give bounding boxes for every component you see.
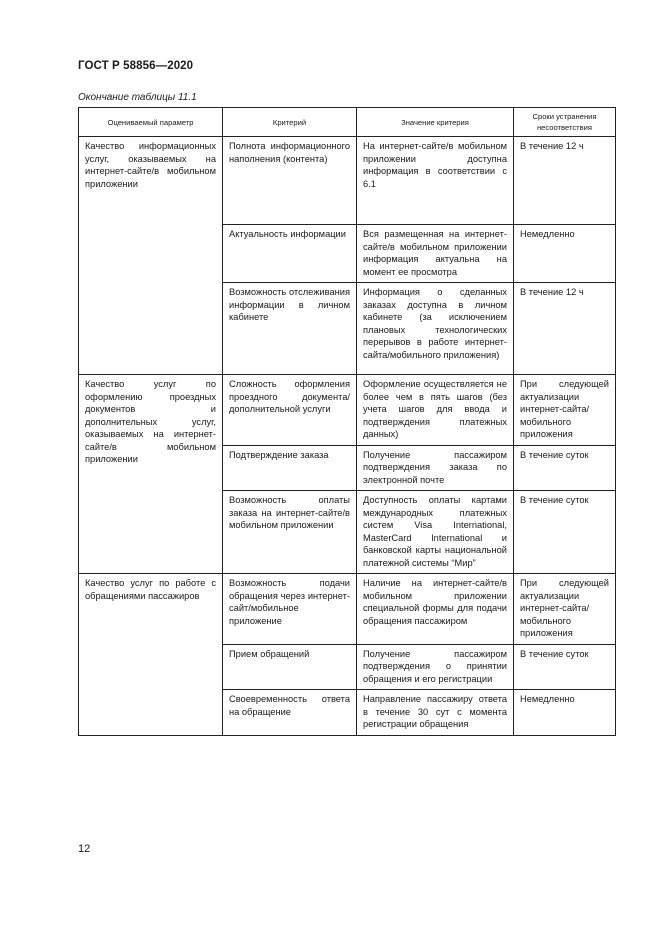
deadline-cell: При следующей актуализации интернет-сайта/мобильного приложения [514, 375, 616, 446]
criterion-cell: Возможность отслеживания информации в личном кабинете [223, 283, 357, 375]
deadline-cell: В течение 12 ч [514, 137, 616, 225]
criterion-cell: Возможность подачи обращения через интернет-сайт/мобильное приложение [223, 574, 357, 645]
header-parameter: Оцениваемый параметр [79, 108, 223, 137]
deadline-cell: При следующей актуализации интернет-сайта/мобильного приложения [514, 574, 616, 645]
criteria-table [78, 107, 616, 736]
deadline-cell: В течение суток [514, 491, 616, 574]
value-cell: Получение пассажиром подтверждения заказа по электронной почте [357, 445, 514, 491]
deadline-cell: Немедленно [514, 690, 616, 736]
deadline-cell: Немедленно [514, 225, 616, 283]
header-deadline: Сроки устранения несоответствия [514, 108, 616, 137]
value-cell: Вся размещенная на интернет-сайте/в мобильном приложении информация актуальна на момент ее просмотра [357, 225, 514, 283]
deadline-cell: В течение суток [514, 644, 616, 690]
value-cell: Наличие на интернет-сайте/в мобильном приложении специальной формы для подачи обращения пассажиром [357, 574, 514, 645]
table-header-row [79, 108, 616, 137]
table-row [79, 574, 616, 645]
table-row [79, 137, 616, 225]
criterion-cell: Возможность оплаты заказа на интернет-сайте/в мобильном приложении [223, 491, 357, 574]
criterion-cell: Своевременность ответа на обращение [223, 690, 357, 736]
value-cell: Получение пассажиром подтверждения о принятии обращения и его регистрации [357, 644, 514, 690]
value-cell: Информация о сделанных заказах доступна в личном кабинете (за исключением плановых технологических перерывов в работе интернет-сайта/мобильного приложения) [357, 283, 514, 375]
value-cell: Оформление осуществляется не более чем в пять шагов (без учета шагов для ввода и подтверждения платежных данных) [357, 375, 514, 446]
criterion-cell: Полнота информационного наполнения (контента) [223, 137, 357, 225]
criterion-cell: Актуальность информации [223, 225, 357, 283]
table-row [79, 375, 616, 446]
deadline-cell: В течение 12 ч [514, 283, 616, 375]
criterion-cell: Прием обращений [223, 644, 357, 690]
parameter-cell: Качество услуг по оформлению проездных документов и дополнительных услуг, оказываемых на интернет-сайте/в мобильном приложении [79, 375, 223, 574]
table-caption: Окончание таблицы 11.1 [78, 92, 197, 103]
value-cell: Направление пассажиру ответа в течение 30 сут с момента регистрации обращения [357, 690, 514, 736]
deadline-cell: В течение суток [514, 445, 616, 491]
document-title: ГОСТ Р 58856—2020 [78, 60, 194, 72]
header-criterion: Критерий [223, 108, 357, 137]
value-cell: Доступность оплаты картами международных платежных систем Visa International, MasterCard International и банковской карты национальной платежной системы “Мир” [357, 491, 514, 574]
criterion-cell: Подтверждение заказа [223, 445, 357, 491]
parameter-cell: Качество услуг по работе с обращениями пассажиров [79, 574, 223, 736]
value-cell: На интернет-сайте/в мобильном приложении доступна информация в соответствии с 6.1 [357, 137, 514, 225]
parameter-cell: Качество информационных услуг, оказываемых на интернет-сайте/в мобильном приложении [79, 137, 223, 375]
criterion-cell: Сложность оформления проездного документа/дополнительной услуги [223, 375, 357, 446]
page-number: 12 [78, 843, 91, 855]
header-value: Значение критерия [357, 108, 514, 137]
